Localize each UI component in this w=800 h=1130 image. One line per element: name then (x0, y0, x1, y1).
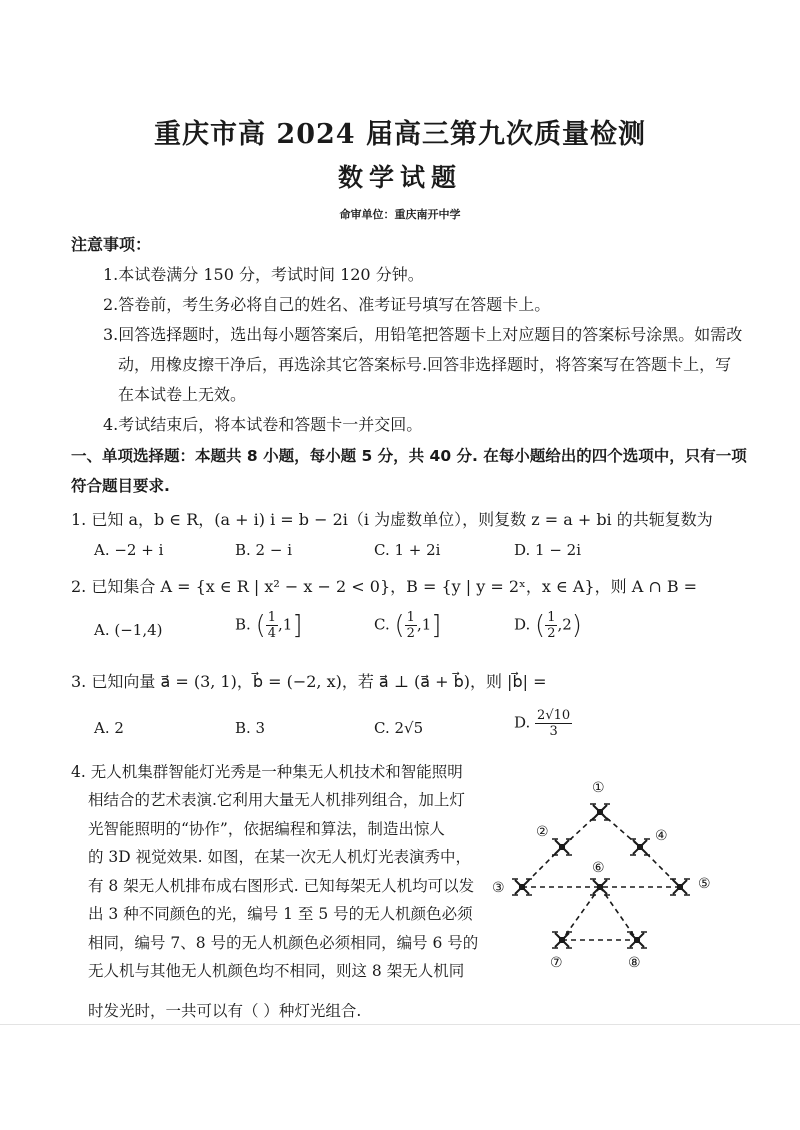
q1-option-d: D. 1 − 2i (514, 541, 582, 559)
q2-option-d (514, 610, 582, 641)
drone-label-2: ② (536, 824, 549, 840)
drone-label-6: ⑥ (592, 860, 605, 876)
question-2-stem: 2. 已知集合 A = {x ∈ R | x² − x − 2 < 0}，B = {y | y = 2ˣ，x ∈ A}，则 A ∩ B = (71, 577, 698, 596)
drone-label-8: ⑧ (628, 955, 641, 971)
q3-option-d-label: D. (514, 713, 531, 732)
drone-3 (512, 879, 532, 895)
notice-line-2: 2.答卷前，考生务必将自己的姓名、准考证号填写在答题卡上。 (103, 295, 551, 314)
q2-option-d-tail: ,2 (557, 615, 572, 634)
left-paren: ( (394, 610, 405, 641)
drone-label-3: ③ (492, 880, 505, 896)
q2-option-d-label: D. (514, 615, 531, 634)
notice-line-6: 4.考试结束后，将本试卷和答题卡一并交回。 (103, 415, 423, 434)
q1-option-a: A. −2 + i (94, 541, 164, 559)
q1-option-c: C. 1 + 2i (374, 541, 441, 559)
denominator: 3 (549, 724, 558, 739)
denominator: 4 (267, 626, 277, 641)
q2-option-b (235, 610, 302, 641)
question-4-line-5: 有 8 架无人机排布成右图形式. 已知每架无人机均可以发 (88, 877, 475, 895)
q3-option-c: C. 2√5 (374, 719, 424, 737)
exam-title: 重庆市高 2024 届高三第九次质量检测 (154, 119, 646, 150)
left-paren: ( (255, 610, 266, 641)
denominator: 2 (547, 626, 556, 641)
drone-1 (590, 804, 610, 820)
right-bracket: ] (292, 610, 303, 641)
question-4-line-1: 4. 无人机集群智能灯光秀是一种集无人机技术和智能照明 (71, 763, 463, 781)
numerator: 1 (406, 610, 415, 625)
notice-line-3: 3.回答选择题时，选出每小题答案后，用铅笔把答题卡上对应题目的答案标号涂黑。如需改 (103, 325, 743, 344)
right-bracket: ] (431, 610, 442, 641)
q3-option-b: B. 3 (235, 719, 266, 737)
q2-option-d-fraction (545, 610, 557, 641)
notice-line-1: 1.本试卷满分 150 分，考试时间 120 分钟。 (103, 265, 424, 284)
numerator: 1 (267, 610, 277, 625)
question-4-line-9: 时发光时，一共可以有（ ）种灯光组合. (88, 1002, 362, 1020)
q2-option-b-label: B. (235, 615, 251, 634)
q3-option-a: A. 2 (94, 719, 124, 737)
numerator: 2√10 (537, 708, 571, 723)
q2-option-c-fraction (405, 610, 417, 641)
q1-option-b: B. 2 − i (235, 541, 293, 559)
left-paren: ( (535, 610, 546, 641)
question-4-line-8: 无人机与其他无人机颜色均不相同，则这 8 架无人机同 (88, 962, 465, 980)
question-4-line-3: 光智能照明的“协作”，依据编程和算法，制造出惊人 (88, 820, 445, 838)
numerator: 1 (547, 610, 556, 625)
q2-option-b-fraction (266, 610, 278, 641)
drone-7 (552, 932, 572, 948)
question-1-stem: 1. 已知 a，b ∈ R，(a + i) i = b − 2i（i 为虚数单位），则复数 z = a + bi 的共轭复数为 (71, 510, 713, 529)
page-bottom-divider (0, 1024, 800, 1025)
q3-option-d-fraction (535, 708, 572, 739)
denominator: 2 (406, 626, 415, 641)
exam-organizer: 命审单位：重庆南开中学 (339, 208, 461, 221)
section-heading-cont: 符合题目要求. (71, 477, 170, 495)
q2-option-c-label: C. (374, 615, 390, 634)
notice-heading: 注意事项： (71, 235, 152, 254)
q2-option-c-tail: ,1 (416, 615, 432, 634)
question-4-line-2: 相结合的艺术表演.它利用大量无人机排列组合，加上灯 (88, 791, 465, 809)
drone-label-4: ④ (655, 828, 668, 844)
drone-formation-figure (480, 770, 730, 980)
question-4-line-6: 出 3 种不同颜色的光，编号 1 至 5 号的无人机颜色必须 (88, 905, 473, 923)
q3-option-d (514, 708, 572, 739)
drone-label-7: ⑦ (550, 955, 563, 971)
notice-line-4: 动，用橡皮擦干净后，再选涂其它答案标号.回答非选择题时，将答案写在答题卡上，写 (118, 355, 732, 374)
right-paren: ) (571, 610, 582, 641)
question-4-line-4: 的 3D 视觉效果. 如图，在某一次无人机灯光表演秀中， (88, 848, 471, 866)
drone-4 (630, 839, 650, 855)
q2-option-a: A. (−1,4) (94, 621, 163, 639)
drone-2 (552, 839, 572, 855)
q2-option-c (374, 610, 441, 641)
drone-5 (670, 879, 690, 895)
notice-line-5: 在本试卷上无效。 (118, 385, 247, 404)
drone-label-1: ① (592, 780, 605, 796)
exam-subtitle: 数学试题 (337, 163, 462, 192)
question-3-stem: 3. 已知向量 a⃗ = (3, 1)，b⃗ = (−2, x)，若 a⃗ ⊥ (a⃗ + b⃗)，则 |b⃗| = (71, 672, 547, 691)
section-heading: 一、单项选择题：本题共 8 小题，每小题 5 分，共 40 分. 在每小题给出的四个选项中，只有一项 (71, 447, 747, 465)
q2-option-b-tail: ,1 (278, 615, 293, 634)
drone-label-5: ⑤ (698, 876, 711, 892)
question-4-line-7: 相同，编号 7、8 号的无人机颜色必须相同，编号 6 号的 (88, 934, 479, 952)
